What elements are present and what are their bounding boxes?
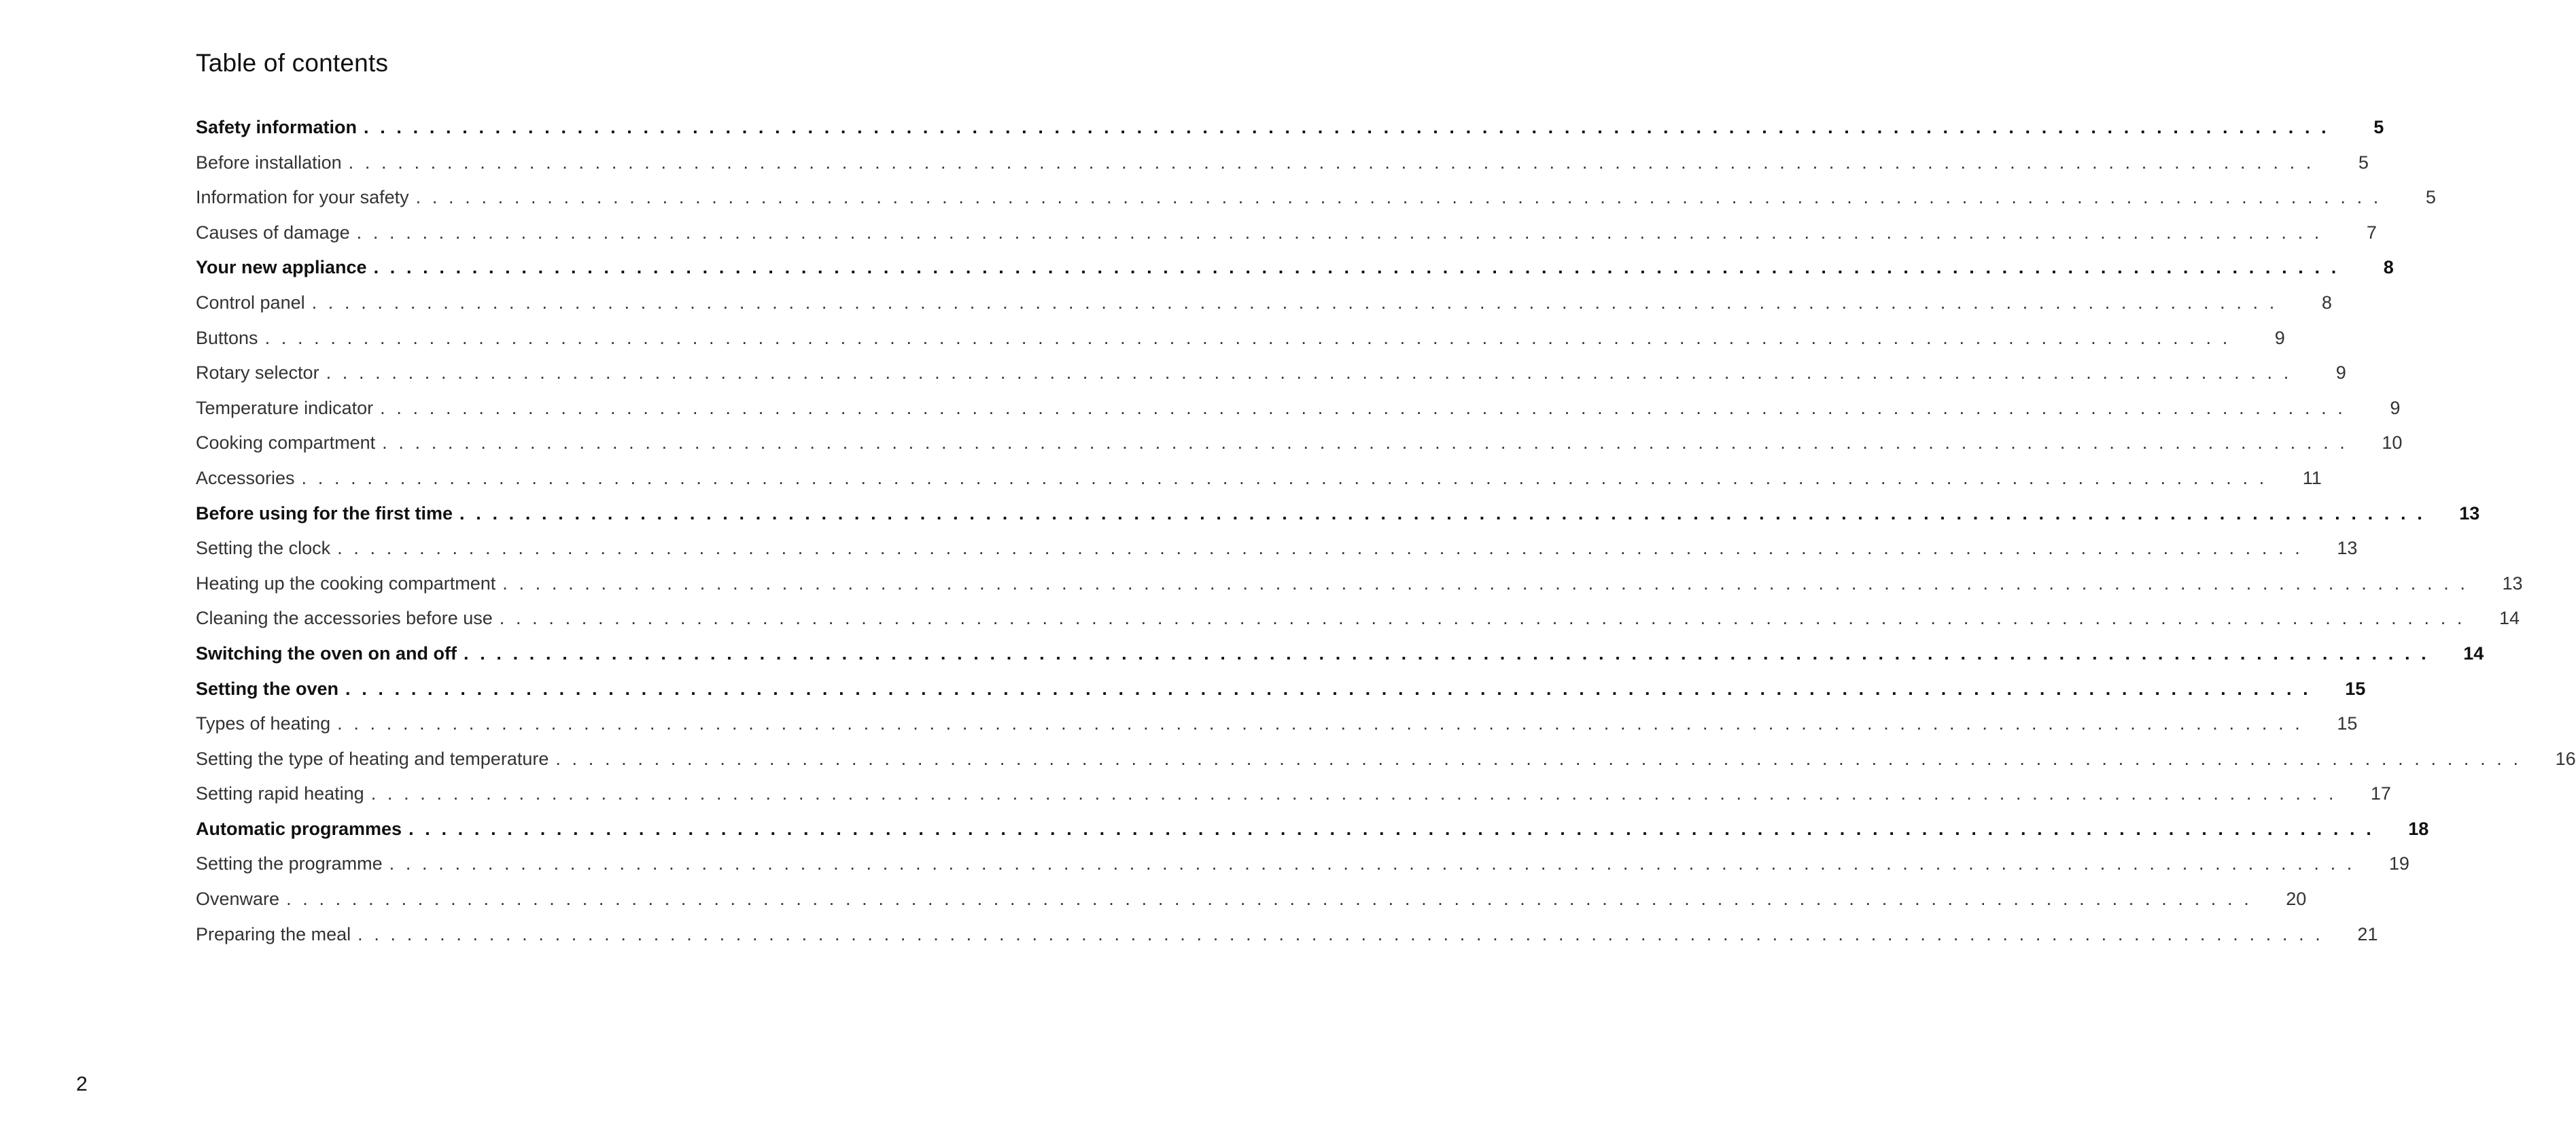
toc-dot-leader: . . . . . . . . . . . . . . . . . . . . . . . . . . . . . . . . . . . . . . . . . . . . . . . . . . . . . . . . . . . . . . . . . . . . . . . . . . . . . . . . . . . . . . . . . . . . . . . . . . . . . . . . . . . . . . . . . . . . . . . . xyxy=(264,327,2231,348)
toc-entry-label: Preparing the meal xyxy=(196,923,351,944)
page-number: 2 xyxy=(76,1073,88,1095)
page-title: Table of contents xyxy=(196,49,389,77)
toc-subsection-entry[interactable] xyxy=(196,531,2358,566)
toc-subsection-entry[interactable] xyxy=(196,426,2403,461)
toc-entry-page: 8 xyxy=(2321,292,2332,313)
toc-dot-leader: . . . . . . . . . . . . . . . . . . . . . . . . . . . . . . . . . . . . . . . . . . . . . . . . . . . . . . . . . . . . . . . . . . . . . . . . . . . . . . . . . . . . . . . . . . . . . . . . . . . . . . . . . . . . . . . . . . . . . . . . xyxy=(301,467,2267,488)
toc-entry-label: Ovenware xyxy=(196,889,280,910)
toc-entry-label: Your new appliance xyxy=(196,257,367,278)
toc-dot-leader: . . . . . . . . . . . . . . . . . . . . . . . . . . . . . . . . . . . . . . . . . . . . . . . . . . . . . . . . . . . . . . . . . . . . . . . . . . . . . . . . . . . . . . . . . . . . . . . . . . . . . . . . . . . . . . . . . . . . . . . . xyxy=(502,572,2469,594)
toc-entry-page: 9 xyxy=(2390,397,2401,418)
toc-dot-leader: . . . . . . . . . . . . . . . . . . . . . . . . . . . . . . . . . . . . . . . . . . . . . . . . . . . . . . . . . . . . . . . . . . . . . . . . . . . . . . . . . . . . . . . . . . . . . . . . . . . . . . . . . . . . . . . . . . . . . . . . xyxy=(464,643,2430,664)
toc-subsection-entry[interactable] xyxy=(196,356,2346,391)
toc-entry-page: 21 xyxy=(2357,923,2378,944)
toc-entry-label: Rotary selector xyxy=(196,362,319,383)
toc-entry-label: Heating up the cooking compartment xyxy=(196,572,496,594)
toc-entry-page: 5 xyxy=(2373,117,2384,137)
toc-entry-page: 11 xyxy=(2302,467,2322,488)
toc-entry-label: Setting the programme xyxy=(196,853,383,874)
toc-entry-page: 13 xyxy=(2337,538,2358,559)
toc-entry-label: Cooking compartment xyxy=(196,432,376,454)
toc-subsection-entry[interactable] xyxy=(196,776,2391,812)
toc-entry-label: Before installation xyxy=(196,152,342,173)
toc-dot-leader: . . . . . . . . . . . . . . . . . . . . . . . . . . . . . . . . . . . . . . . . . . . . . . . . . . . . . . . . . . . . . . . . . . . . . . . . . . . . . . . . . . . . . . . . . . . . . . . . . . . . . . . . . . . . . . . . . . . . . . . . xyxy=(373,257,2339,278)
toc-entry-page: 14 xyxy=(2463,643,2484,664)
toc-entry-page: 18 xyxy=(2408,818,2429,839)
toc-entry-page: 9 xyxy=(2335,362,2346,383)
toc-entry-label: Before using for the first time xyxy=(196,502,453,524)
toc-dot-leader: . . . . . . . . . . . . . . . . . . . . . . . . . . . . . . . . . . . . . . . . . . . . . . . . . . . . . . . . . . . . . . . . . . . . . . . . . . . . . . . . . . . . . . . . . . . . . . . . . . . . . . . . . . . . . . . . . . . . . . . . xyxy=(326,362,2292,383)
toc-section-entry[interactable] xyxy=(196,496,2480,532)
toc-entry-label: Information for your safety xyxy=(196,187,409,208)
toc-dot-leader: . . . . . . . . . . . . . . . . . . . . . . . . . . . . . . . . . . . . . . . . . . . . . . . . . . . . . . . . . . . . . . . . . . . . . . . . . . . . . . . . . . . . . . . . . . . . . . . . . . . . . . . . . . . . . . . . . . . . . . . . xyxy=(380,397,2346,418)
toc-entry-label: Causes of damage xyxy=(196,222,350,243)
toc-entry-page: 13 xyxy=(2459,502,2480,524)
toc-subsection-entry[interactable] xyxy=(196,566,2523,602)
toc-dot-leader: . . . . . . . . . . . . . . . . . . . . . . . . . . . . . . . . . . . . . . . . . . . . . . . . . . . . . . . . . . . . . . . . . . . . . . . . . . . . . . . . . . . . . . . . . . . . . . . . . . . . . . . . . . . . . . . . . . . . . . . . xyxy=(499,608,2466,629)
toc-subsection-entry[interactable] xyxy=(196,146,2369,181)
toc-dot-leader: . . . . . . . . . . . . . . . . . . . . . . . . . . . . . . . . . . . . . . . . . . . . . . . . . . . . . . . . . . . . . . . . . . . . . . . . . . . . . . . . . . . . . . . . . . . . . . . . . . . . . . . . . . . . . . . . . . . . . . . . xyxy=(337,713,2303,734)
toc-entry-page: 17 xyxy=(2370,783,2391,804)
toc-entry-label: Setting the type of heating and temperature xyxy=(196,748,549,769)
toc-dot-leader: . . . . . . . . . . . . . . . . . . . . . . . . . . . . . . . . . . . . . . . . . . . . . . . . . . . . . . . . . . . . . . . . . . . . . . . . . . . . . . . . . . . . . . . . . . . . . . . . . . . . . . . . . . . . . . . . . . . . . . . . xyxy=(364,117,2330,137)
toc-dot-leader: . . . . . . . . . . . . . . . . . . . . . . . . . . . . . . . . . . . . . . . . . . . . . . . . . . . . . . . . . . . . . . . . . . . . . . . . . . . . . . . . . . . . . . . . . . . . . . . . . . . . . . . . . . . . . . . . . . . . . . . . xyxy=(337,538,2303,559)
toc-section-entry[interactable] xyxy=(196,636,2484,672)
toc-dot-leader: . . . . . . . . . . . . . . . . . . . . . . . . . . . . . . . . . . . . . . . . . . . . . . . . . . . . . . . . . . . . . . . . . . . . . . . . . . . . . . . . . . . . . . . . . . . . . . . . . . . . . . . . . . . . . . . . . . . . . . . . xyxy=(356,222,2322,243)
toc-dot-leader: . . . . . . . . . . . . . . . . . . . . . . . . . . . . . . . . . . . . . . . . . . . . . . . . . . . . . . . . . . . . . . . . . . . . . . . . . . . . . . . . . . . . . . . . . . . . . . . . . . . . . . . . . . . . . . . . . . . . . . . . xyxy=(389,853,2355,874)
toc-entry-page: 19 xyxy=(2388,853,2409,874)
toc-dot-leader: . . . . . . . . . . . . . . . . . . . . . . . . . . . . . . . . . . . . . . . . . . . . . . . . . . . . . . . . . . . . . . . . . . . . . . . . . . . . . . . . . . . . . . . . . . . . . . . . . . . . . . . . . . . . . . . . . . . . . . . . xyxy=(415,187,2382,208)
toc-entry-label: Accessories xyxy=(196,467,295,488)
toc-subsection-entry[interactable] xyxy=(196,706,2358,742)
toc-entry-label: Switching the oven on and off xyxy=(196,643,457,664)
toc-dot-leader: . . . . . . . . . . . . . . . . . . . . . . . . . . . . . . . . . . . . . . . . . . . . . . . . . . . . . . . . . . . . . . . . . . . . . . . . . . . . . . . . . . . . . . . . . . . . . . . . . . . . . . . . . . . . . . . . . . . . . . . . xyxy=(382,432,2348,454)
toc-subsection-entry[interactable] xyxy=(196,216,2377,251)
toc-entry-label: Control panel xyxy=(196,292,305,313)
toc-subsection-entry[interactable] xyxy=(196,461,2322,496)
toc-dot-leader: . . . . . . . . . . . . . . . . . . . . . . . . . . . . . . . . . . . . . . . . . . . . . . . . . . . . . . . . . . . . . . . . . . . . . . . . . . . . . . . . . . . . . . . . . . . . . . . . . . . . . . . . . . . . . . . . . . . . . . . . xyxy=(345,678,2312,699)
toc-subsection-entry[interactable] xyxy=(196,180,2436,216)
toc-dot-leader: . . . . . . . . . . . . . . . . . . . . . . . . . . . . . . . . . . . . . . . . . . . . . . . . . . . . . . . . . . . . . . . . . . . . . . . . . . . . . . . . . . . . . . . . . . . . . . . . . . . . . . . . . . . . . . . . . . . . . . . . xyxy=(286,889,2252,910)
toc-entry-page: 7 xyxy=(2366,222,2377,243)
toc-section-entry[interactable] xyxy=(196,672,2366,707)
toc-subsection-entry[interactable] xyxy=(196,917,2378,953)
toc-entry-page: 15 xyxy=(2345,678,2366,699)
toc-subsection-entry[interactable] xyxy=(196,391,2401,426)
toc-entry-label: Setting the clock xyxy=(196,538,331,559)
toc-entry-label: Setting the oven xyxy=(196,678,339,699)
toc-entry-page: 16 xyxy=(2555,748,2576,769)
toc-section-entry[interactable] xyxy=(196,250,2394,286)
toc-dot-leader: . . . . . . . . . . . . . . . . . . . . . . . . . . . . . . . . . . . . . . . . . . . . . . . . . . . . . . . . . . . . . . . . . . . . . . . . . . . . . . . . . . . . . . . . . . . . . . . . . . . . . . . . . . . . . . . . . . . . . . . . xyxy=(555,748,2522,769)
toc-entry-page: 10 xyxy=(2382,432,2403,454)
toc-entry-label: Buttons xyxy=(196,327,258,348)
toc-entry-label: Safety information xyxy=(196,117,358,137)
toc-entry-page: 5 xyxy=(2358,152,2369,173)
toc-section-entry[interactable] xyxy=(196,110,2384,146)
toc-section-entry[interactable] xyxy=(196,812,2429,847)
toc-entry-page: 8 xyxy=(2383,257,2394,278)
toc-entry-page: 15 xyxy=(2337,713,2358,734)
toc-entry-page: 5 xyxy=(2425,187,2436,208)
toc-subsection-entry[interactable] xyxy=(196,601,2520,636)
toc-entry-label: Cleaning the accessories before use xyxy=(196,608,493,629)
toc-subsection-entry[interactable] xyxy=(196,847,2409,882)
toc-dot-leader: . . . . . . . . . . . . . . . . . . . . . . . . . . . . . . . . . . . . . . . . . . . . . . . . . . . . . . . . . . . . . . . . . . . . . . . . . . . . . . . . . . . . . . . . . . . . . . . . . . . . . . . . . . . . . . . . . . . . . . . . xyxy=(358,923,2324,944)
toc-dot-leader: . . . . . . . . . . . . . . . . . . . . . . . . . . . . . . . . . . . . . . . . . . . . . . . . . . . . . . . . . . . . . . . . . . . . . . . . . . . . . . . . . . . . . . . . . . . . . . . . . . . . . . . . . . . . . . . . . . . . . . . . xyxy=(370,783,2337,804)
toc-entry-label: Temperature indicator xyxy=(196,397,374,418)
toc-entry-page: 13 xyxy=(2502,572,2523,594)
toc-entry-label: Types of heating xyxy=(196,713,331,734)
toc-entry-label: Setting rapid heating xyxy=(196,783,364,804)
toc-entry-page: 14 xyxy=(2499,608,2520,629)
toc-entry-page: 9 xyxy=(2274,327,2285,348)
toc-subsection-entry[interactable] xyxy=(196,742,2576,777)
toc-dot-leader: . . . . . . . . . . . . . . . . . . . . . . . . . . . . . . . . . . . . . . . . . . . . . . . . . . . . . . . . . . . . . . . . . . . . . . . . . . . . . . . . . . . . . . . . . . . . . . . . . . . . . . . . . . . . . . . . . . . . . . . . xyxy=(348,152,2314,173)
toc-subsection-entry[interactable] xyxy=(196,882,2307,917)
toc-dot-leader: . . . . . . . . . . . . . . . . . . . . . . . . . . . . . . . . . . . . . . . . . . . . . . . . . . . . . . . . . . . . . . . . . . . . . . . . . . . . . . . . . . . . . . . . . . . . . . . . . . . . . . . . . . . . . . . . . . . . . . . . xyxy=(459,502,2426,524)
toc-entry-page: 20 xyxy=(2286,889,2307,910)
toc-subsection-entry[interactable] xyxy=(196,286,2332,321)
toc-subsection-entry[interactable] xyxy=(196,321,2285,356)
table-of-contents xyxy=(196,110,2576,952)
toc-dot-leader: . . . . . . . . . . . . . . . . . . . . . . . . . . . . . . . . . . . . . . . . . . . . . . . . . . . . . . . . . . . . . . . . . . . . . . . . . . . . . . . . . . . . . . . . . . . . . . . . . . . . . . . . . . . . . . . . . . . . . . . . xyxy=(311,292,2278,313)
toc-entry-label: Automatic programmes xyxy=(196,818,402,839)
toc-dot-leader: . . . . . . . . . . . . . . . . . . . . . . . . . . . . . . . . . . . . . . . . . . . . . . . . . . . . . . . . . . . . . . . . . . . . . . . . . . . . . . . . . . . . . . . . . . . . . . . . . . . . . . . . . . . . . . . . . . . . . . . . xyxy=(408,818,2375,839)
